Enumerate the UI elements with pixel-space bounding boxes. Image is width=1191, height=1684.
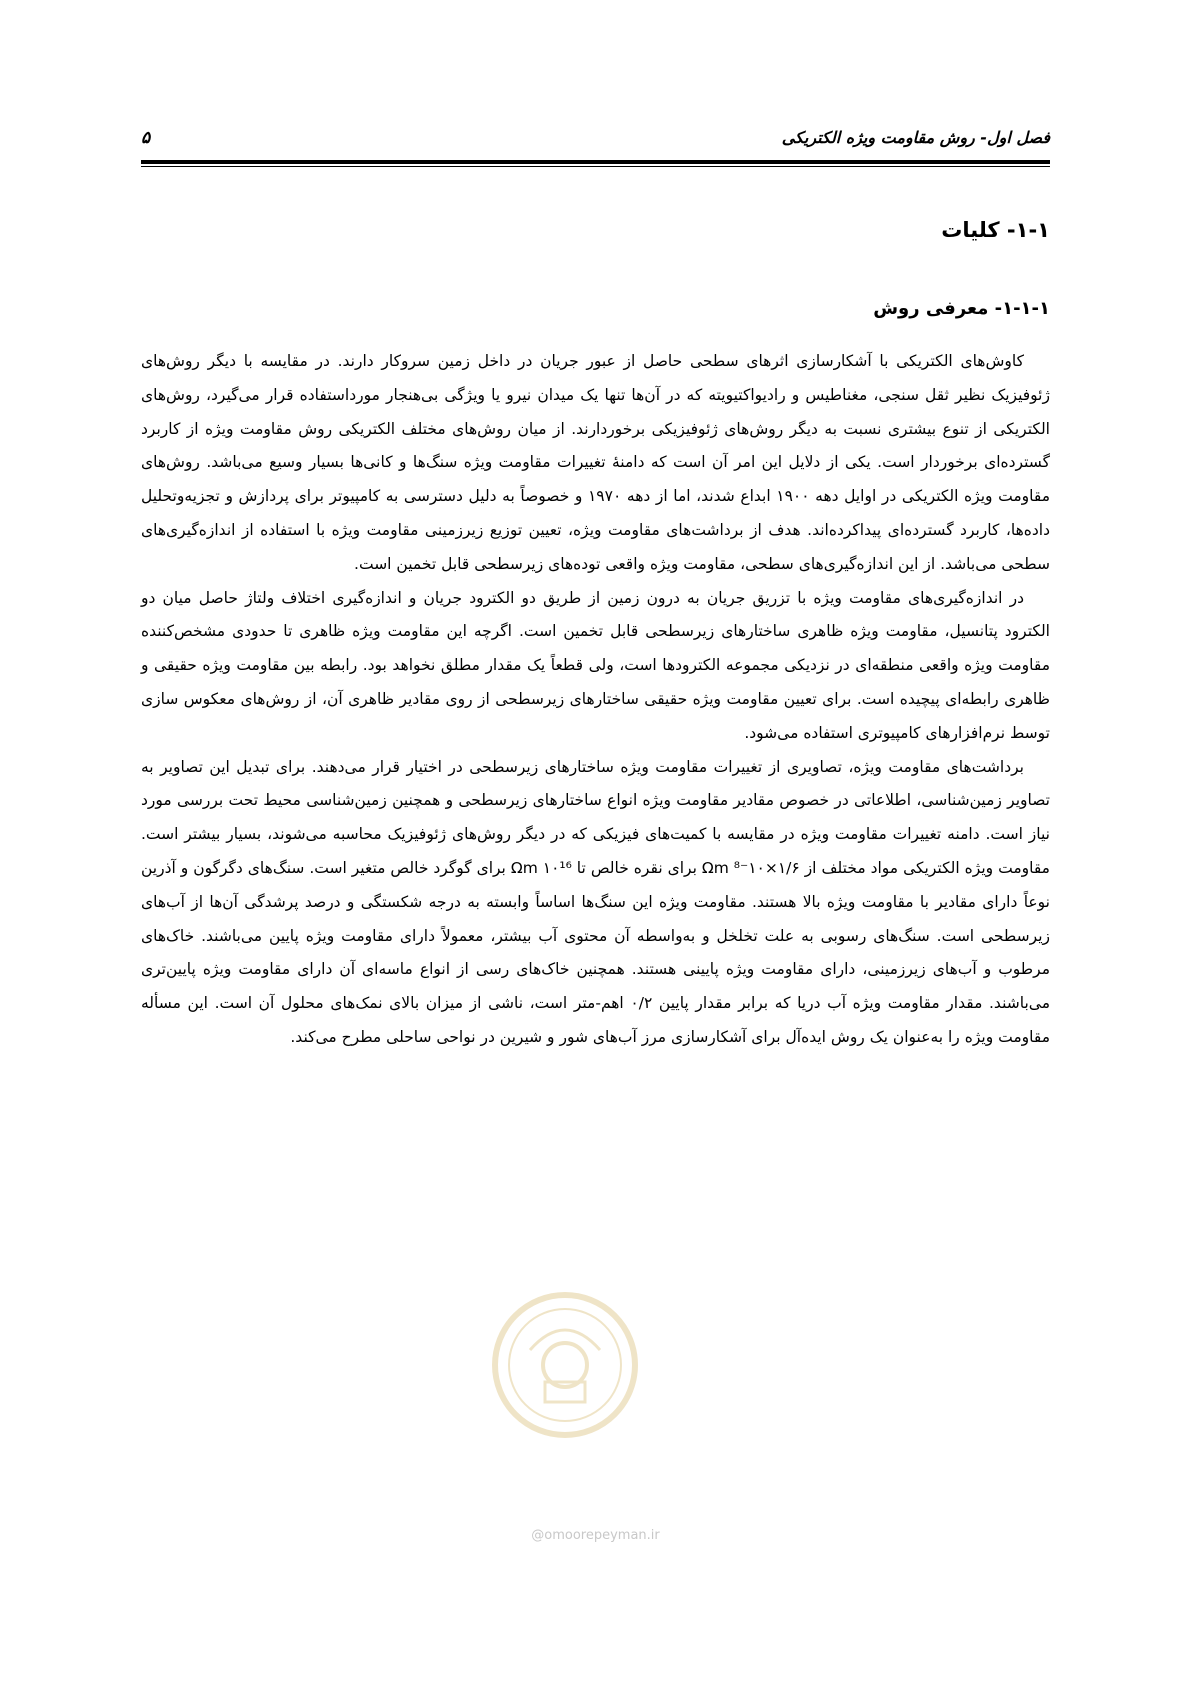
header-rule	[141, 160, 1050, 167]
paragraph: در اندازه‌گیری‌های مقاومت ویژه با تزریق جریان به درون زمین از طریق دو الکترود جریان و اندازه‌گیری اختلاف ولتاژ حاصل میان دو الکترود پتانسیل، مقاومت ویژه ظاهری ساختارهای زیرسطحی قابل تخمین است. اگرچه این مقاومت ویژه ظاهری تا حدودی مشخص‌کننده مقاومت ویژه واقعی منطقه‌ای در نزدیکی مجموعه الکترودها است، ولی قطعاً یک مقدار مطلق نخواهد بود. رابطه بین مقاومت ویژه حقیقی و ظاهری رابطه‌ای پیچیده است. برای تعیین مقاومت ویژه حقیقی ساختارهای زیرسطحی از روی مقادیر ظاهری آن، از روش‌های معکوس سازی توسط نرم‌افزارهای کامپیوتری استفاده می‌شود.	[141, 588, 1050, 742]
page-number: ۵	[141, 128, 151, 148]
running-header	[141, 118, 1050, 156]
chapter-title: فصل اول- روش مقاومت ویژه الکتریکی	[781, 128, 1050, 147]
publisher-seal-watermark	[490, 1290, 640, 1440]
paragraph: کاوش‌های الکتریکی با آشکارسازی اثرهای سطحی حاصل از عبور جریان در داخل زمین سروکار دارند. در مقایسه با دیگر روش‌های ژئوفیزیک نظیر ثقل سنجی، مغناطیس و رادیواکتیویته که در آن‌ها تنها یک میدان نیرو یا ویژگی بی‌هنجار مورداستفاده قرار می‌گیرد، روش‌های الکتریکی از تنوع بیشتری نسبت به دیگر روش‌های ژئوفیزیکی برخوردارند. از میان روش‌های مختلف الکتریکی روش مقاومت ویژه از کاربرد گسترده‌ای برخوردار است. یکی از دلایل این امر آن است که دامنهٔ تغییرات مقاومت ویژه سنگ‌ها و کانی‌ها بسیار وسیع می‌باشد. روش‌های مقاومت ویژه الکتریکی در اوایل دهه ۱۹۰۰ ابداع شدند، اما از دهه ۱۹۷۰ و خصوصاً به دلیل دسترسی به کامپیوتر برای پردازش و تجزیه‌وتحلیل داده‌ها، کاربرد گسترده‌ای پیداکرده‌اند. هدف از برداشت‌های مقاومت ویژه، تعیین توزیع زیرزمینی مقاومت ویژه با استفاده از اندازه‌گیری‌های سطحی می‌باشد. از این اندازه‌گیری‌های سطحی، مقاومت ویژه واقعی توده‌های زیرسطحی قابل تخمین است.	[141, 352, 1050, 573]
subsection-heading: ۱-۱-۱- معرفی روش	[873, 298, 1050, 319]
section-heading: ۱-۱- کلیات	[941, 218, 1050, 242]
body-text	[141, 345, 1050, 1055]
watermark-site: @omoorepeyman.ir	[531, 1528, 660, 1543]
paragraph: برداشت‌های مقاومت ویژه، تصاویری از تغییرات مقاومت ویژه ساختارهای زیرسطحی در اختیار قرار می‌دهند. برای تبدیل این تصاویر به تصاویر زمین‌شناسی، اطلاعاتی در خصوص مقادیر مقاومت ویژه انواع ساختارهای زیرسطحی و همچنین زمین‌شناسی محیط تحت بررسی مورد نیاز است. دامنه تغییرات مقاومت ویژه در مقایسه با کمیت‌های فیزیکی که در دیگر روش‌های ژئوفیزیک محاسبه می‌شوند، بسیار بیشتر است. مقاومت ویژه الکتریکی مواد مختلف از ۱/۶×۱۰⁻⁸ Ωm برای نقره خالص تا ۱۰¹⁶ Ωm برای گوگرد خالص متغیر است. سنگ‌های دگرگون و آذرین نوعاً دارای مقادیر با مقاومت ویژه بالا هستند. مقاومت ویژه این سنگ‌ها اساساً وابسته به درجه شکستگی و درصد پرشدگی آن‌ها از آب‌های زیرسطحی است. سنگ‌های رسوبی به علت تخلخل و به‌واسطه آن محتوی آب بیشتر، معمولاً دارای مقاومت ویژه پایین می‌باشند. خاک‌های مرطوب و آب‌های زیرزمینی، دارای مقاومت ویژه پایینی هستند. همچنین خاک‌های رسی از انواع ماسه‌ای آن دارای مقاومت ویژه پایین‌تری می‌باشند. مقدار مقاومت ویژه آب دریا که برابر مقدار پایین ۰/۲ اهم-متر است، ناشی از میزان بالای نمک‌های محلول آن است. این مسأله مقاومت ویژه را به‌عنوان یک روش ایده‌آل برای آشکارسازی مرز آب‌های شور و شیرین در نواحی ساحلی مطرح می‌کند.	[141, 757, 1050, 1046]
